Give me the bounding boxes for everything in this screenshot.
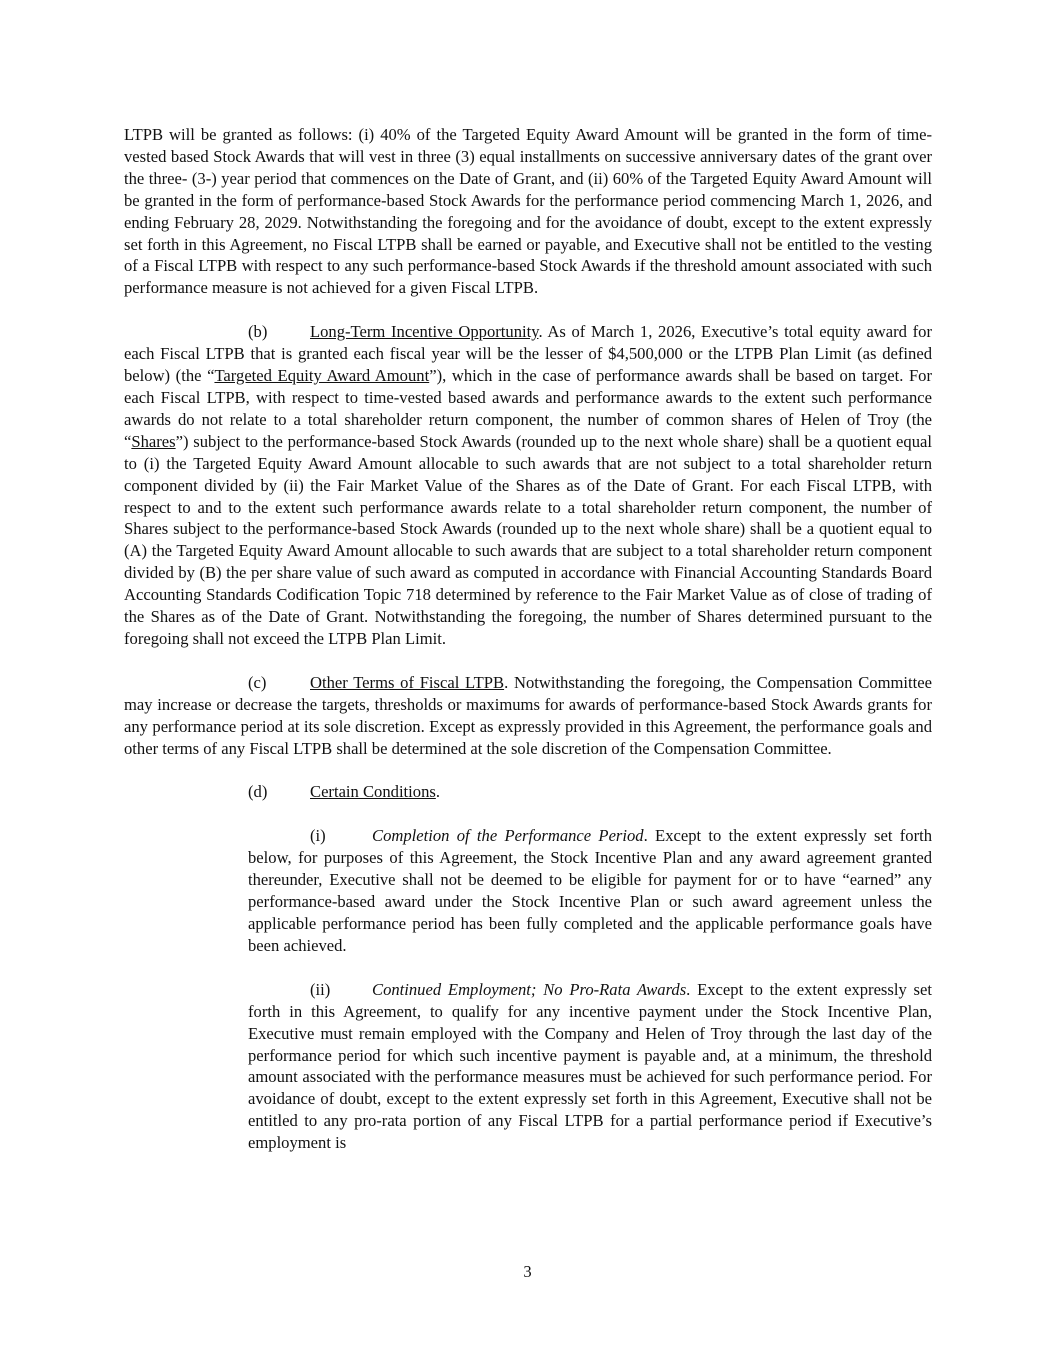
section-d-ii-label: (ii) [310, 979, 331, 999]
section-d-i-text: . Except to the extent expressly set forth below, for purposes of this Agreement, the Stock Incentive Plan and any award agreement granted thereunder, Executive shall not be deemed to be eligible for payment for or to have “earned” any performance-based award under the Stock Incentive Plan or such award agreement unless the applicable performance period has been fully completed and the applicable performance goals have been achieved. [248, 826, 932, 955]
section-b-text1: . As of March 1, 2026, Executive’s total equity award for each Fiscal LTPB that is granted each fiscal year will be the lesser of $4,500,000 or the LTPB Plan Limit (as defined below) (the “ [124, 322, 932, 386]
section-c [124, 672, 932, 760]
section-c-text: . Notwithstanding the foregoing, the Compensation Committee may increase or decrease the targets, thresholds or maximums for awards of performance-based Stock Awards grants for any performance period at its sole discretion. Except as expressly provided in this Agreement, the performance goals and other terms of any Fiscal LTPB shall be determined at the sole discretion of the Compensation Committee. [124, 672, 932, 758]
section-c-heading: Other Terms of Fiscal LTPB [310, 672, 505, 692]
section-d-i-heading: Completion of the Performance Period [372, 826, 644, 846]
section-d-ii [248, 979, 932, 1154]
section-b-text2: ”), which in the case of performance awards shall be based on target. For each Fiscal LTPB, with respect to time-vested based awards and performance awards to the extent such performance awards do not relate to a total shareholder return component, the number of common shares of Helen of Troy (the “ [124, 366, 933, 451]
section-b [124, 321, 932, 650]
section-c-label: (c) [248, 672, 267, 692]
section-d-ii-text: . Except to the extent expressly set forth in this Agreement, to qualify for any incentive payment under the Stock Incentive Plan, Executive must remain employed with the Company and Helen of Troy through the last day of the performance period for which such incentive payment is payable and, at a minimum, the threshold amount associated with the performance measures must be achieved for such performance period. For avoidance of doubt, except to the extent expressly set forth in this Agreement, Executive shall not be entitled to any pro-rata portion of any Fiscal LTPB for a partial performance period if Executive’s employment is [248, 979, 932, 1153]
term-shares: Shares [131, 431, 176, 451]
section-d [124, 781, 932, 803]
section-d-ii-heading: Continued Employment; No Pro-Rata Awards [372, 979, 687, 999]
section-b-heading: Long-Term Incentive Opportunity [310, 322, 539, 342]
paragraph-intro: LTPB will be granted as follows: (i) 40% of the Targeted Equity Award Amount will be granted in the form of time-vested based Stock Awards that will vest in three (3) equal installments on successive anniversary dates of the grant over the three- (3-) year period that commences on the Date of Grant, and (ii) 60% of the Targeted Equity Award Amount will be granted in the form of performance-based Stock Awards for the performance period commencing March 1, 2026, and ending February 28, 2029. Notwithstanding the foregoing and for the avoidance of doubt, except to the extent expressly set forth in this Agreement, no Fiscal LTPB shall be earned or payable, and Executive shall not be entitled to the vesting of a Fiscal LTPB with respect to any such performance-based Stock Awards if the threshold amount associated with such performance measure is not achieved for a given Fiscal LTPB. [124, 125, 932, 298]
section-b-text3: ”) subject to the performance-based Stock Awards (rounded up to the next whole share) shall be a quotient equal to (i) the Targeted Equity Award Amount allocable to such awards that are not subject to a total shareholder return component divided by (ii) the Fair Market Value of the Shares as of the Date of Grant. For each Fiscal LTPB, with respect to and to the extent such performance awards relate to a total shareholder return component, the number of Shares subject to the performance-based Stock Awards (rounded up to the next whole share) shall be a quotient equal to (A) the Targeted Equity Award Amount allocable to such awards that are subject to a total shareholder return component divided by (B) the per share value of such award as computed in accordance with Financial Accounting Standards Board Accounting Standards Codification Topic 718 determined by reference to the Fair Market Value as of close of trading of the Shares as of the Date of Grant. Notwithstanding the foregoing, the number of Shares determined pursuant to the foregoing shall not exceed the LTPB Plan Limit. [124, 431, 932, 648]
section-b-label: (b) [248, 322, 268, 342]
section-d-i [248, 825, 932, 956]
section-d-i-label: (i) [310, 826, 326, 846]
term-targeted-equity-award-amount: Targeted Equity Award Amount [214, 366, 430, 386]
page-number: 3 [523, 1262, 532, 1281]
section-d-heading-end: . [435, 782, 440, 802]
document-page [124, 124, 932, 1176]
section-d-heading: Certain Conditions [310, 782, 436, 802]
section-d-label: (d) [248, 782, 268, 802]
